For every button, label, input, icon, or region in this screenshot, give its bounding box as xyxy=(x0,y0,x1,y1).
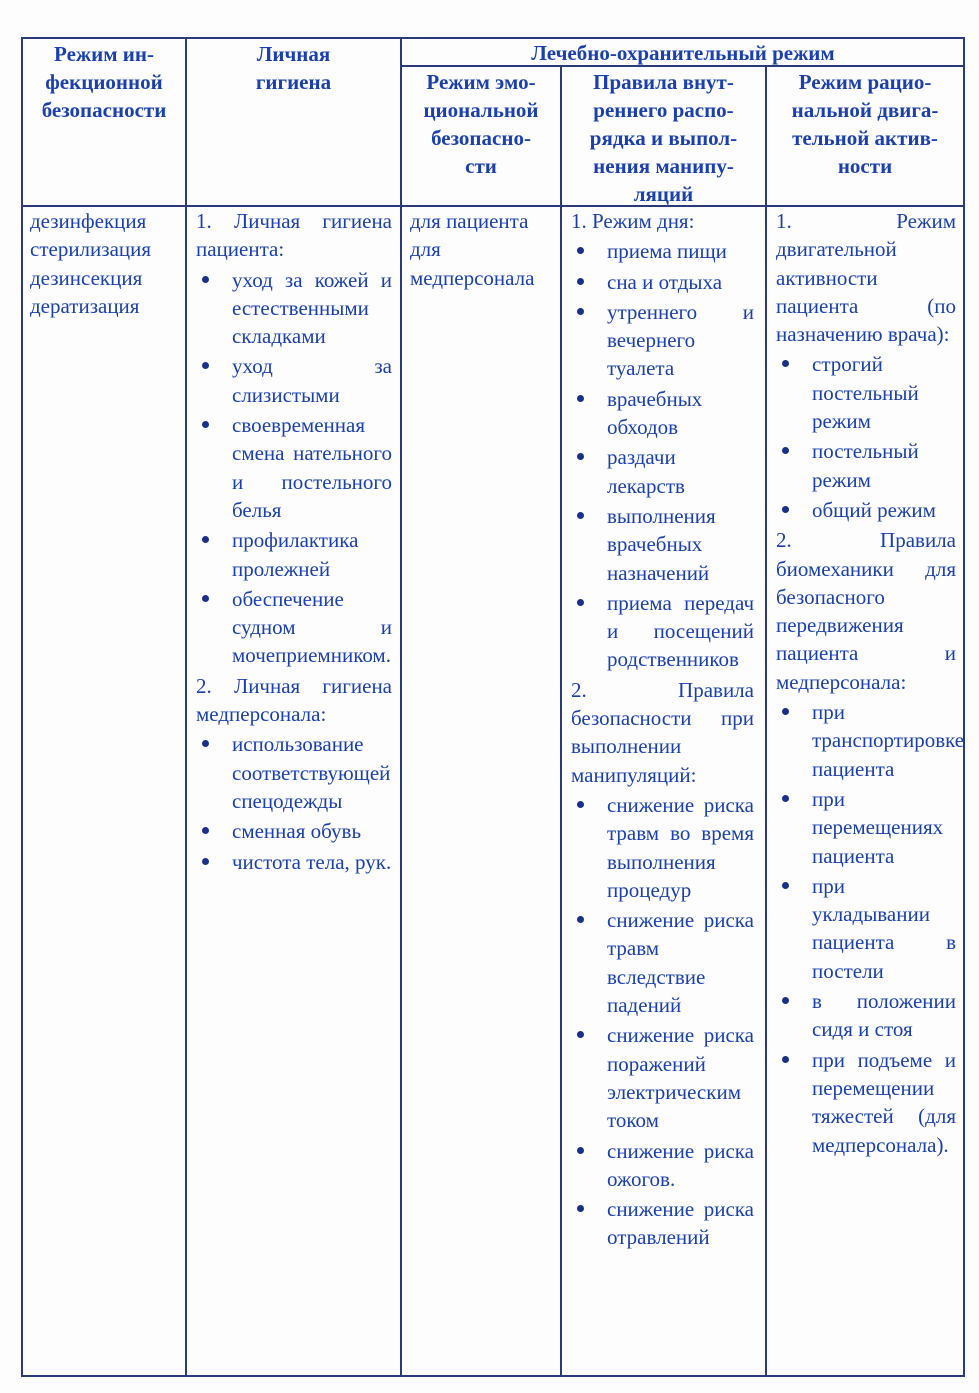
cell-personal-hygiene xyxy=(196,207,392,878)
bullet-list xyxy=(571,791,754,1252)
cell-infection-safety xyxy=(30,207,180,320)
list-item: снижение риска отравлений xyxy=(571,1195,754,1252)
section-title: 2. Правила безопасности при выполнении манипуляций: xyxy=(571,677,754,787)
list-item: дезинфекция xyxy=(30,209,147,233)
table-border-bottom xyxy=(21,1375,965,1377)
list-item: сменная обувь xyxy=(196,817,392,845)
table-divider-col1 xyxy=(185,37,187,1377)
bullet-list xyxy=(776,350,956,524)
list-item: дератизация xyxy=(30,293,140,318)
list-item: обеспечение судном и мочеприемником. xyxy=(196,585,392,670)
header-personal-hygiene: Личная гигиена xyxy=(255,42,332,94)
list-item: врачебных обходов xyxy=(571,385,754,442)
header-emotional-safety: Режим эмо- циональной безопасно- сти xyxy=(423,70,539,178)
list-item: чистота тела, рук. xyxy=(196,848,392,876)
section-title: 2. Личная гигиена медперсонала: xyxy=(196,673,392,727)
list-item: снижение риска ожогов. xyxy=(571,1137,754,1194)
cell-internal-rules xyxy=(571,207,754,1254)
table-border-right xyxy=(963,37,965,1377)
header-motor-activity: Режим рацио- нальной двига- тельной актив- ности xyxy=(791,70,939,178)
list-item: строгий постельный режим xyxy=(776,350,956,435)
list-item: при подъеме и перемещении тяжестей (для медперсонала). xyxy=(776,1046,956,1159)
table-border-left xyxy=(21,37,23,1377)
list-item: профилактика пролежней xyxy=(196,526,392,583)
list-item: приема передач и посещений родственников xyxy=(571,589,754,674)
bullet-list xyxy=(776,698,965,1159)
list-item: уход за слизистыми xyxy=(196,352,392,409)
list-item: стерилизация xyxy=(30,237,152,262)
table-divider-col3 xyxy=(560,65,562,1377)
list-item: при транспортировке пациента xyxy=(776,698,956,783)
list-item: сна и отдыха xyxy=(571,268,754,296)
list-item: дезинсекция xyxy=(30,265,143,290)
header-internal-rules: Правила внут- реннего распо- рядка и выпол- нения манипу- ляций xyxy=(589,70,738,206)
list-item: постельный режим xyxy=(776,437,956,494)
list-item: при перемещениях пациента xyxy=(776,785,956,870)
list-item: в положении сидя и стоя xyxy=(776,987,956,1044)
list-item: снижение риска поражений электрическим током xyxy=(571,1021,754,1134)
bullet-list xyxy=(571,237,754,673)
list-item: использование соответствующей спецодежды xyxy=(196,730,392,815)
list-item: для пациента xyxy=(410,209,529,233)
table-divider-col4 xyxy=(765,65,767,1377)
list-item: общий режим xyxy=(776,496,956,524)
table-divider-col2 xyxy=(400,37,402,1377)
list-item: утреннего и вечернего туалета xyxy=(571,298,754,383)
list-item: раздачи лекарств xyxy=(571,443,754,500)
list-item: своевременная смена нательного и постельного белья xyxy=(196,411,392,524)
list-item: снижение риска травм вследствие падений xyxy=(571,906,754,1019)
cell-motor-activity xyxy=(776,207,965,1161)
section-title: 2. Правила биомеханики для безопасного передвижения пациента и медперсонала: xyxy=(776,528,956,694)
section-title: 1. Режим дня: xyxy=(571,209,695,233)
bullet-list xyxy=(196,266,392,670)
bullet-list xyxy=(196,730,392,875)
list-item: выполнения врачебных назначений xyxy=(571,502,754,587)
header-infection-safety: Режим ин- фекционной безопасности xyxy=(41,42,167,122)
cell-emotional-safety xyxy=(410,207,550,292)
list-item: приема пищи xyxy=(571,237,754,265)
section-title: 1. Режим двигательной активности пациента (по назначению врача): xyxy=(776,209,956,347)
list-item: для медперсонала xyxy=(410,237,535,290)
list-item: при укладывании пациента в постели xyxy=(776,872,956,985)
header-protective-regime: Лечебно-охранительный режим xyxy=(531,41,835,65)
list-item: уход за кожей и естественными складками xyxy=(196,266,392,351)
list-item: снижение риска травм во время выполнения процедур xyxy=(571,791,754,904)
section-title: 1. Личная гигиена пациента: xyxy=(196,209,392,262)
